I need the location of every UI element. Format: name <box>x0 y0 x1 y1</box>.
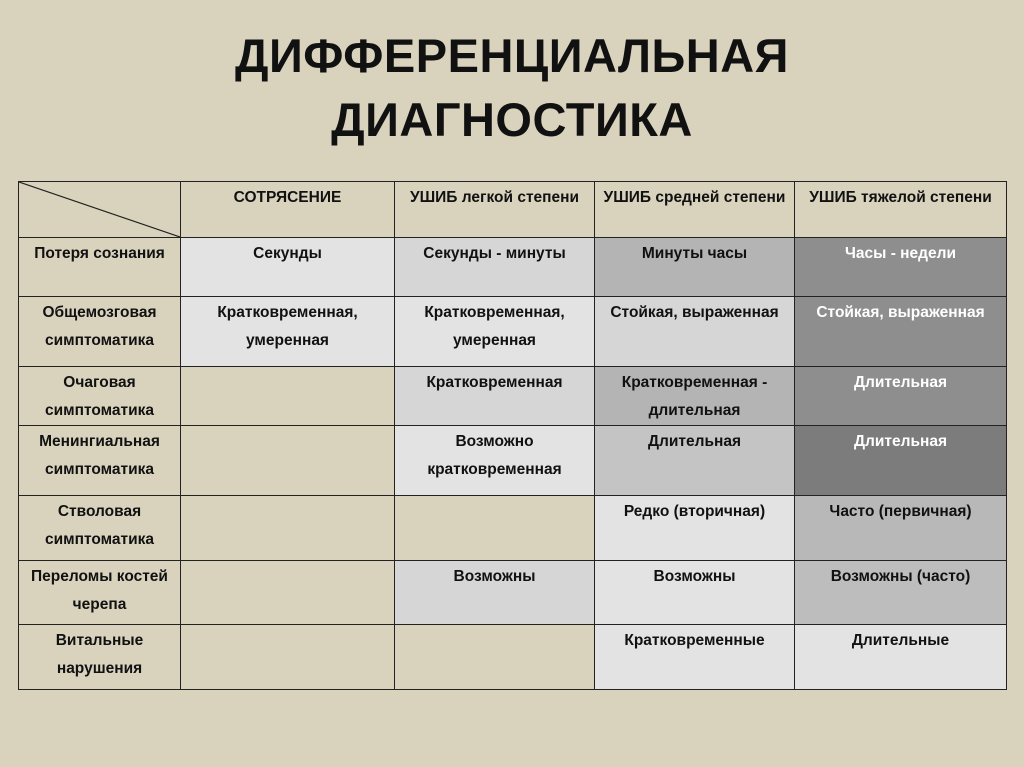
table-row <box>19 238 1007 297</box>
table-cell: Стойкая, выраженная <box>595 297 795 367</box>
header-row <box>19 182 1007 238</box>
header-concussion: СОТРЯСЕНИЕ <box>181 182 395 238</box>
table-cell: Секунды - минуты <box>395 238 595 297</box>
header-mild-contusion: УШИБ легкой степени <box>395 182 595 238</box>
table-cell: Длительная <box>795 426 1007 496</box>
table-cell: Возможно кратковременная <box>395 426 595 496</box>
table-row <box>19 297 1007 367</box>
table-cell <box>181 367 395 426</box>
table-cell: Часто (первичная) <box>795 496 1007 561</box>
row-label: Общемозговая симптоматика <box>19 297 181 367</box>
table-cell: Часы - недели <box>795 238 1007 297</box>
table-cell <box>181 496 395 561</box>
table-cell: Стойкая, выраженная <box>795 297 1007 367</box>
table-cell: Секунды <box>181 238 395 297</box>
table-cell <box>181 426 395 496</box>
row-label: Стволовая симптоматика <box>19 496 181 561</box>
diagonal-line <box>19 182 180 237</box>
corner-cell <box>19 182 181 238</box>
row-label: Менингиальная симптоматика <box>19 426 181 496</box>
table-cell: Длительная <box>595 426 795 496</box>
table-row <box>19 367 1007 426</box>
row-label: Витальные нарушения <box>19 625 181 690</box>
row-label: Переломы костей черепа <box>19 561 181 625</box>
table-cell <box>395 625 595 690</box>
table-row <box>19 625 1007 690</box>
table-cell: Возможны (часто) <box>795 561 1007 625</box>
title-line-2: ДИАГНОСТИКА <box>331 93 693 146</box>
table-cell: Возможны <box>395 561 595 625</box>
row-label: Потеря сознания <box>19 238 181 297</box>
header-severe-contusion: УШИБ тяжелой степени <box>795 182 1007 238</box>
header-moderate-contusion: УШИБ средней степени <box>595 182 795 238</box>
table-cell <box>181 625 395 690</box>
table-cell: Кратковременная - длительная <box>595 367 795 426</box>
title-line-1: ДИФФЕРЕНЦИАЛЬНАЯ <box>235 29 789 82</box>
table-row <box>19 496 1007 561</box>
table-cell: Возможны <box>595 561 795 625</box>
table-cell: Длительные <box>795 625 1007 690</box>
table-row <box>19 561 1007 625</box>
table-cell: Минуты часы <box>595 238 795 297</box>
table-cell <box>181 561 395 625</box>
diagnosis-table <box>18 181 1007 690</box>
table-cell: Кратковременная, умеренная <box>395 297 595 367</box>
row-label: Очаговая симптоматика <box>19 367 181 426</box>
table-row <box>19 426 1007 496</box>
page-title <box>0 24 1024 152</box>
table-cell: Кратковременные <box>595 625 795 690</box>
table-cell <box>395 496 595 561</box>
table-cell: Редко (вторичная) <box>595 496 795 561</box>
table-cell: Кратковременная <box>395 367 595 426</box>
table-cell: Длительная <box>795 367 1007 426</box>
table-cell: Кратковременная, умеренная <box>181 297 395 367</box>
